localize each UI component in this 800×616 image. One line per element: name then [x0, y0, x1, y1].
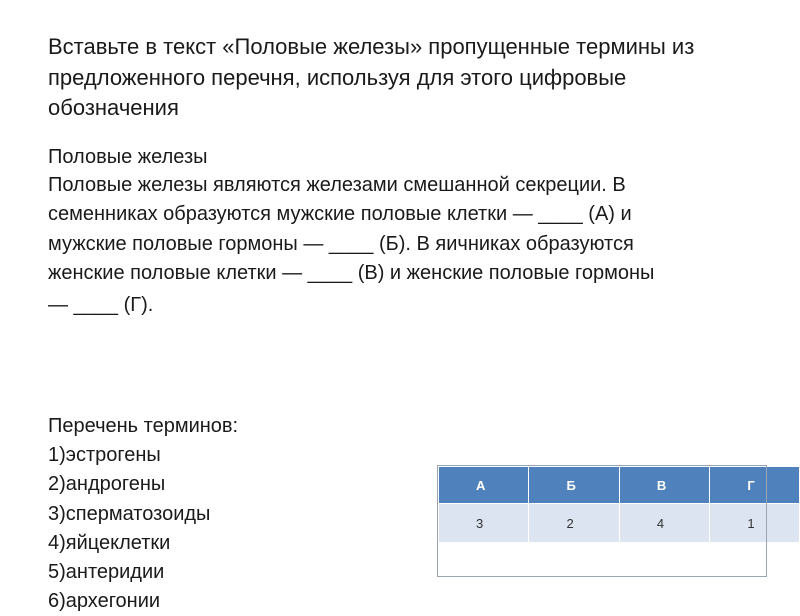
- passage-line: мужские половые гормоны — ____ (Б). В яичниках образуются: [48, 232, 634, 255]
- passage-line: Половые железы являются железами смешанной секреции. В: [48, 173, 626, 196]
- passage-line: — ____ (Г).: [48, 293, 154, 316]
- answer-value-cell: 3: [439, 504, 529, 543]
- answer-table: [438, 466, 800, 543]
- answer-header-cell: А: [439, 467, 529, 504]
- answer-header-cell: Б: [529, 467, 619, 504]
- task-title: Вставьте в текст «Половые железы» пропущенные термины из предложенного перечня, используя для этого цифровые обозначения: [48, 34, 695, 120]
- term-item: 4)яйцеклетки: [48, 531, 171, 554]
- term-item: 5)антеридии: [48, 561, 165, 584]
- terms-heading: Перечень терминов:: [48, 415, 239, 437]
- term-item: 6)архегонии: [48, 590, 161, 613]
- answer-value-cell: 4: [619, 504, 709, 543]
- answer-header-cell: В: [619, 467, 709, 504]
- answer-value-cell: 1: [710, 504, 800, 543]
- answer-header-row: [439, 467, 800, 504]
- answer-header-cell: Г: [710, 467, 800, 504]
- term-item: 3)сперматозоиды: [48, 502, 211, 525]
- passage-line: семенниках образуются мужские половые клетки — ____ (А) и: [48, 203, 632, 225]
- answer-value-row: [439, 504, 800, 543]
- passage: [48, 143, 788, 320]
- passage-line: женские половые клетки — ____ (В) и женские половые гормоны: [48, 262, 655, 284]
- term-item: 1)эстрогены: [48, 444, 161, 467]
- term-item: 2)андрогены: [48, 473, 166, 496]
- terms-list: [48, 412, 238, 616]
- passage-heading: Половые железы: [48, 146, 208, 168]
- answer-value-cell: 2: [529, 504, 619, 543]
